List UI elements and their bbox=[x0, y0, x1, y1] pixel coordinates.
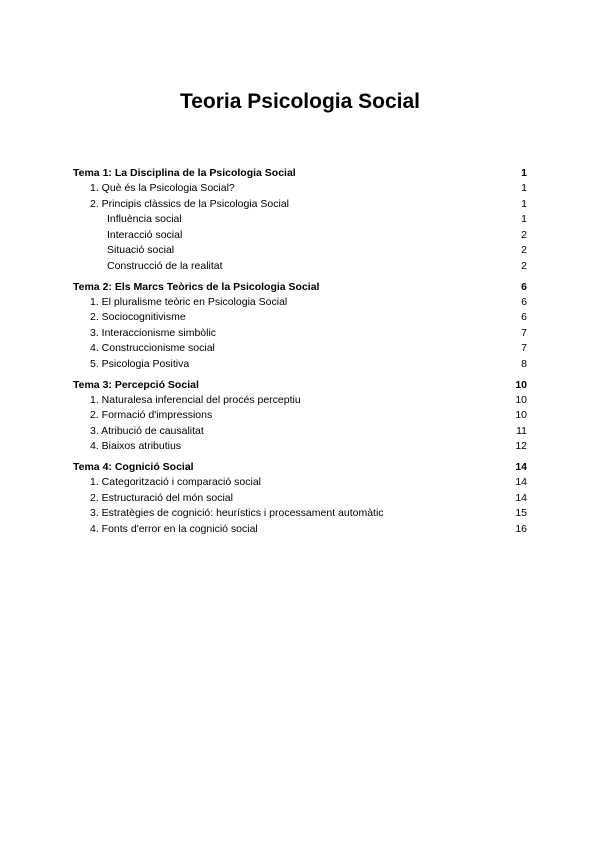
toc-page-number: 7 bbox=[521, 326, 527, 339]
toc-page-number: 1 bbox=[521, 197, 527, 210]
toc-page-number: 1 bbox=[521, 182, 527, 194]
toc-page-number: 7 bbox=[521, 342, 527, 355]
toc-entry-label: 4. Biaixos atributius bbox=[90, 440, 182, 453]
toc-entry[interactable] bbox=[73, 181, 527, 197]
toc-entry-label: 4. Fonts d'error en la cognició social bbox=[90, 522, 258, 535]
toc-page-number: 12 bbox=[515, 440, 527, 453]
toc-entry[interactable] bbox=[73, 197, 527, 213]
toc-entry[interactable] bbox=[73, 326, 527, 342]
toc-page-number: 1 bbox=[521, 213, 527, 226]
toc-page-number: 14 bbox=[515, 491, 527, 504]
toc-entry[interactable] bbox=[73, 357, 527, 373]
toc-subentry[interactable] bbox=[73, 243, 527, 259]
toc-entry-label: 3. Interaccionisme simbòlic bbox=[90, 326, 217, 339]
toc-page-number: 16 bbox=[515, 522, 527, 535]
toc-subentry[interactable] bbox=[73, 212, 527, 228]
toc-entry[interactable] bbox=[73, 341, 527, 357]
toc-entry[interactable] bbox=[73, 522, 527, 538]
toc-subentry[interactable] bbox=[73, 259, 527, 275]
toc-chapter-4 bbox=[73, 459, 527, 537]
toc-entry-label: 2. Formació d'impressions bbox=[90, 409, 213, 422]
toc-entry[interactable] bbox=[73, 475, 527, 491]
toc-entry[interactable] bbox=[73, 295, 527, 311]
toc-entry[interactable] bbox=[73, 439, 527, 455]
toc-entry-label: 2. Estructuració del món social bbox=[90, 491, 233, 504]
toc-chapter-2 bbox=[73, 279, 527, 373]
toc-page-number: 15 bbox=[515, 507, 527, 520]
toc-page-number: 1 bbox=[521, 167, 527, 179]
toc-heading-label: Tema 2: Els Marcs Teòrics de la Psicologia Social bbox=[73, 280, 320, 293]
toc-entry[interactable] bbox=[73, 506, 527, 522]
toc-heading-label: Tema 3: Percepció Social bbox=[73, 378, 199, 391]
toc-entry-label: 3. Estratègies de cognició: heurístics i processament automàtic bbox=[90, 507, 384, 520]
toc-heading-label: Tema 4: Cognició Social bbox=[73, 460, 194, 473]
toc-entry-label: Construcció de la realitat bbox=[107, 259, 223, 272]
table-of-contents bbox=[73, 165, 527, 537]
toc-page-number: 6 bbox=[521, 295, 527, 308]
toc-chapter-heading[interactable] bbox=[73, 377, 527, 393]
toc-chapter-heading[interactable] bbox=[73, 165, 527, 181]
toc-page-number: 10 bbox=[515, 393, 527, 406]
toc-entry-label: 4. Construccionisme social bbox=[90, 342, 215, 355]
toc-entry[interactable] bbox=[73, 310, 527, 326]
toc-chapter-heading[interactable] bbox=[73, 459, 527, 475]
toc-page-number: 10 bbox=[515, 378, 527, 391]
toc-page-number: 2 bbox=[521, 228, 527, 241]
toc-page-number: 6 bbox=[521, 280, 527, 293]
toc-entry-label: 1. Categorització i comparació social bbox=[90, 475, 261, 488]
toc-entry-label: 2. Principis clàssics de la Psicologia Social bbox=[90, 197, 290, 210]
toc-chapter-1 bbox=[73, 165, 527, 275]
toc-chapter-heading[interactable] bbox=[73, 279, 527, 295]
toc-page-number: 14 bbox=[515, 475, 527, 488]
toc-entry-label: 1. Què és la Psicologia Social? bbox=[90, 182, 235, 194]
toc-page-number: 8 bbox=[521, 357, 527, 370]
toc-entry-label: Situació social bbox=[107, 244, 175, 257]
toc-chapter-3 bbox=[73, 377, 527, 455]
toc-entry-label: Interacció social bbox=[107, 228, 183, 241]
toc-page-number: 2 bbox=[521, 244, 527, 257]
toc-entry-label: 5. Psicologia Positiva bbox=[90, 357, 190, 370]
toc-entry-label: 1. Naturalesa inferencial del procés perceptiu bbox=[90, 393, 301, 406]
toc-entry[interactable] bbox=[73, 424, 527, 440]
toc-page-number: 11 bbox=[516, 424, 527, 437]
toc-subentry[interactable] bbox=[73, 228, 527, 244]
toc-entry[interactable] bbox=[73, 491, 527, 507]
toc-entry[interactable] bbox=[73, 393, 527, 409]
toc-entry-label: 1. El pluralisme teòric en Psicologia Social bbox=[90, 295, 288, 308]
toc-entry[interactable] bbox=[73, 408, 527, 424]
toc-page-number: 14 bbox=[515, 460, 527, 473]
toc-entry-label: 3. Atribució de causalitat bbox=[90, 424, 204, 437]
toc-page-number: 10 bbox=[515, 409, 527, 422]
toc-entry-label: 2. Sociocognitivisme bbox=[90, 311, 186, 324]
toc-page-number: 6 bbox=[521, 311, 527, 324]
toc-page-number: 2 bbox=[521, 259, 527, 272]
toc-entry-label: Influència social bbox=[107, 213, 182, 226]
page-title: Teoria Psicologia Social bbox=[179, 90, 421, 113]
toc-heading-label: Tema 1: La Disciplina de la Psicologia Social bbox=[73, 167, 296, 179]
